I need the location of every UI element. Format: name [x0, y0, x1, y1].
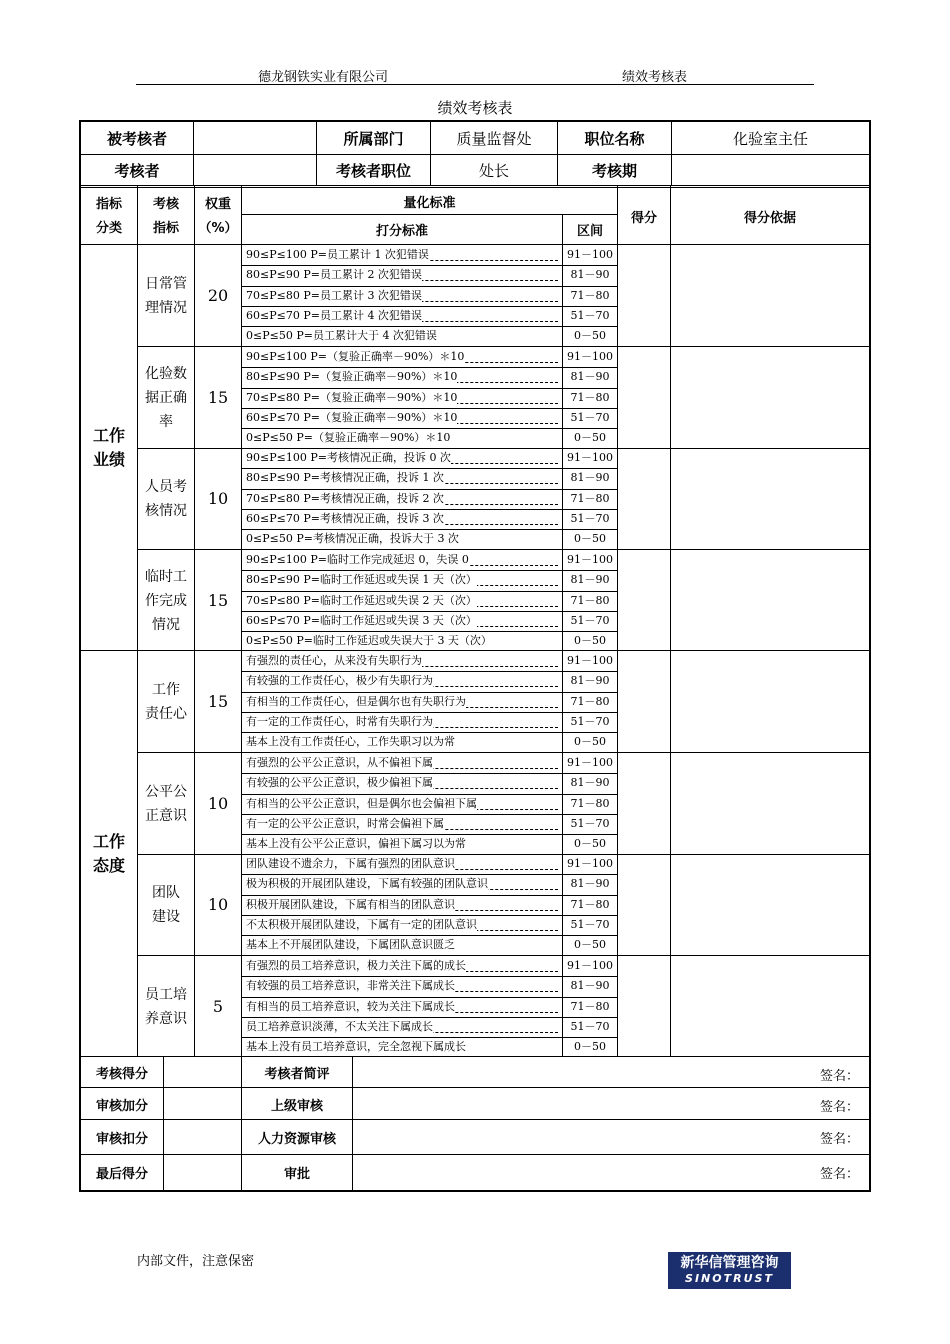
col-scoring-header: 打分标准 — [375, 224, 428, 239]
indicator-name-line: 建设 — [152, 908, 180, 925]
range-value: 0－50 — [574, 837, 606, 851]
range-value: 91－100 — [567, 350, 613, 363]
criterion-divider — [241, 895, 617, 896]
criterion-text-value: 极为积极的开展团队建设，下属有较强的团队意识 — [246, 877, 488, 891]
indicator-name-line: 养意识 — [145, 1010, 187, 1027]
criterion-text — [246, 976, 558, 996]
examiner-field[interactable] — [194, 155, 316, 185]
bottom-left-label: 审核扣分 — [95, 1132, 148, 1147]
bottom-comment-cell[interactable] — [353, 1088, 869, 1120]
indicator-name-line: 人员考 — [145, 478, 187, 495]
logo-cn-text: 新华信管理咨询 — [680, 1255, 779, 1271]
header-doc-title: 绩效考核表 — [622, 70, 688, 85]
range-value: 0－50 — [574, 431, 606, 445]
criterion-divider — [241, 570, 617, 571]
col-score-header: 得分 — [630, 210, 657, 226]
examiner-position-field[interactable]: 处长 — [478, 161, 509, 180]
criterion-text-value: 有强烈的员工培养意识，极力关注下属的成长 — [246, 959, 466, 972]
bottom-mid-label: 考核者简评 — [264, 1067, 330, 1082]
criterion-text-value: 90≤P≤100 P=（复验正确率－90%）＊10 — [246, 350, 465, 363]
criterion-divider — [241, 997, 617, 998]
range-value: 91－100 — [567, 553, 613, 566]
indicator-name — [138, 651, 194, 752]
range-value: 91－100 — [567, 959, 613, 972]
bottom-value-cell[interactable] — [164, 1120, 241, 1155]
criterion-text-value: 80≤P≤90 P=考核情况正确，投诉 1 次 — [246, 471, 444, 485]
examiner-label: 考核者 — [114, 161, 160, 180]
criterion-divider — [241, 265, 617, 266]
range-value: 0－50 — [574, 938, 606, 952]
criterion-divider — [241, 671, 617, 672]
score-cell[interactable] — [618, 347, 670, 448]
criterion-text-value: 60≤P≤70 P=（复验正确率－90%）＊10 — [246, 410, 458, 424]
criterion-text-value: 积极开展团队建设，下属有相当的团队意识 — [246, 897, 455, 911]
range-value: 0－50 — [574, 1040, 606, 1054]
criterion-text — [246, 408, 558, 428]
criterion-text — [246, 529, 558, 549]
range-value: 91－100 — [567, 857, 613, 870]
criterion-text-value: 90≤P≤100 P=临时工作完成延迟 0，失误 0 — [246, 553, 469, 566]
category-performance-line2: 业绩 — [92, 449, 125, 469]
criterion-text-value: 60≤P≤70 P=临时工作延迟或失误 3 天（次） — [246, 613, 477, 627]
criterion-text-value: 有强烈的责任心，从来没有失职行为 — [246, 654, 422, 667]
indicator-name — [138, 753, 194, 854]
col-indicator-header — [138, 190, 194, 244]
score-cell[interactable] — [618, 956, 670, 1057]
col-category-line1: 指标 — [95, 197, 122, 212]
criterion-text-value: 团队建设不遗余力，下属有强烈的团队意识 — [246, 857, 455, 870]
range-value: 51－70 — [570, 714, 610, 728]
col-indicator-line1: 考核 — [152, 197, 179, 212]
criterion-text-value: 80≤P≤90 P=员工累计 2 次犯错误 — [246, 268, 422, 282]
page-header — [136, 62, 814, 85]
criterion-divider — [241, 834, 617, 835]
criterion-text-value: 60≤P≤70 P=考核情况正确，投诉 3 次 — [246, 511, 444, 525]
range-value: 91－100 — [567, 756, 613, 769]
range-separator — [562, 651, 563, 752]
range-value: 71－80 — [570, 694, 610, 708]
criterion-text — [246, 550, 558, 570]
category-performance-line1: 工作 — [92, 425, 125, 445]
indicator-name-line: 公平公 — [145, 783, 187, 800]
form-title: 绩效考核表 — [437, 99, 513, 117]
range-value: 81－90 — [570, 268, 610, 282]
range-value: 81－90 — [570, 776, 610, 790]
range-value: 81－90 — [570, 471, 610, 485]
range-value: 91－100 — [567, 248, 613, 261]
criterion-text — [246, 245, 558, 265]
indicator-weight: 10 — [207, 489, 229, 508]
criterion-text — [246, 956, 558, 976]
criterion-text — [246, 265, 558, 285]
score-cell[interactable] — [618, 753, 670, 854]
criterion-text-value: 基本上不开展团队建设，下属团队意识匮乏 — [246, 938, 455, 952]
criterion-divider — [241, 509, 617, 510]
criterion-divider — [241, 611, 617, 612]
criterion-divider — [241, 814, 617, 815]
range-value: 0－50 — [574, 634, 606, 648]
criterion-text-value: 基本上没有工作责任心，工作失职习以为常 — [246, 735, 455, 749]
criterion-divider — [241, 367, 617, 368]
position-field[interactable]: 化验室主任 — [732, 129, 808, 148]
criterion-text-value: 有强烈的公平公正意识，从不偏袒下属 — [246, 756, 433, 769]
range-value: 0－50 — [574, 329, 606, 343]
basis-cell[interactable] — [671, 448, 869, 549]
logo-en-text: SINOTRUST — [685, 1272, 774, 1285]
indicator-name — [138, 448, 194, 549]
criterion-text — [246, 286, 558, 306]
criterion-text — [246, 1037, 558, 1057]
range-value: 81－90 — [570, 370, 610, 384]
dept-label: 所属部门 — [343, 129, 404, 148]
indicator-name-line: 日常管 — [145, 275, 187, 292]
indicator-name-line: 化验数 — [145, 365, 187, 382]
bottom-mid-label: 人力资源审核 — [257, 1132, 336, 1147]
criterion-text-value: 60≤P≤70 P=员工累计 4 次犯错误 — [246, 308, 422, 322]
criterion-divider — [241, 712, 617, 713]
bottom-divider — [81, 1119, 869, 1120]
col-weight-header — [195, 190, 241, 244]
criterion-text — [246, 732, 558, 752]
indicator-name-line: 正意识 — [145, 807, 187, 824]
criterion-text-value: 有较强的员工培养意识，非常关注下属成长 — [246, 979, 455, 993]
indicator-weight: 15 — [207, 591, 229, 610]
confidential-footer: 内部文件，注意保密 — [137, 1254, 255, 1269]
col-weight-line2: （%） — [198, 221, 238, 236]
score-cell[interactable] — [618, 448, 670, 549]
basis-cell[interactable] — [671, 956, 869, 1057]
range-value: 51－70 — [570, 917, 610, 931]
range-value: 71－80 — [570, 999, 610, 1013]
indicator-name-line: 作完成 — [145, 592, 187, 609]
criterion-text-value: 70≤P≤80 P=（复验正确率－90%）＊10 — [246, 390, 458, 404]
criterion-divider — [241, 631, 617, 632]
criterion-text-value: 基本上没有员工培养意识，完全忽视下属成长 — [246, 1040, 466, 1054]
criterion-divider — [241, 794, 617, 795]
signature-label: 签名： — [819, 1069, 859, 1084]
category-performance — [81, 245, 137, 650]
criterion-text — [246, 874, 558, 894]
basis-cell[interactable] — [671, 651, 869, 752]
indicator-name-line: 责任心 — [145, 705, 187, 722]
range-value: 81－90 — [570, 573, 610, 587]
signature-label: 签名： — [819, 1100, 859, 1115]
criterion-divider — [241, 935, 617, 936]
period-label: 考核期 — [591, 161, 637, 180]
bottom-divider — [81, 1087, 869, 1088]
criterion-text — [246, 631, 558, 651]
criterion-text-value: 70≤P≤80 P=员工累计 3 次犯错误 — [246, 288, 422, 302]
bottom-comment-cell[interactable] — [353, 1120, 869, 1155]
examinee-label: 被考核者 — [106, 129, 167, 148]
criterion-text — [246, 591, 558, 611]
range-value: 51－70 — [570, 511, 610, 525]
criterion-text — [246, 388, 558, 408]
criterion-text-value: 0≤P≤50 P=考核情况正确，投诉大于 3 次 — [246, 532, 459, 546]
criterion-text — [246, 753, 558, 773]
criterion-text-value: 有相当的工作责任心，但是偶尔也有失职行为 — [246, 694, 466, 708]
criterion-divider — [241, 1037, 617, 1038]
basis-cell[interactable] — [671, 854, 869, 955]
criterion-divider — [241, 1017, 617, 1018]
indicator-name — [138, 956, 194, 1057]
criterion-text — [246, 997, 558, 1017]
basis-cell[interactable] — [671, 550, 869, 651]
bottom-left-label: 审核加分 — [95, 1098, 148, 1114]
criterion-text — [246, 448, 558, 468]
indicator-weight: 5 — [212, 997, 224, 1016]
score-cell[interactable] — [618, 245, 670, 346]
bottom-comment-cell[interactable] — [353, 1057, 869, 1088]
header-company: 德龙钢铁实业有限公司 — [258, 70, 389, 85]
range-value: 81－90 — [570, 674, 610, 688]
indicator-name-line: 理情况 — [145, 299, 187, 316]
criterion-text-value: 0≤P≤50 P=（复验正确率－90%）＊10 — [246, 431, 451, 445]
range-value: 71－80 — [570, 491, 610, 505]
range-value: 51－70 — [570, 1019, 610, 1033]
criterion-text — [246, 570, 558, 590]
criterion-text-value: 有相当的员工培养意识，较为关注下属成长 — [246, 999, 455, 1013]
criterion-text — [246, 692, 558, 712]
bottom-value-cell[interactable] — [164, 1088, 241, 1120]
indicator-name — [138, 854, 194, 955]
criterion-divider — [241, 428, 617, 429]
criterion-divider — [241, 306, 617, 307]
criterion-text — [246, 509, 558, 529]
criterion-text-value: 90≤P≤100 P=考核情况正确，投诉 0 次 — [246, 451, 451, 464]
score-cell[interactable] — [618, 550, 670, 651]
criterion-divider — [241, 874, 617, 875]
signature-label: 签名： — [819, 1167, 859, 1182]
range-value: 51－70 — [570, 410, 610, 424]
bottom-divider — [81, 1154, 869, 1155]
criterion-text — [246, 814, 558, 834]
criterion-text — [246, 651, 558, 671]
criterion-text-value: 基本上没有公平公正意识，偏袒下属习以为常 — [246, 837, 466, 851]
criterion-text — [246, 712, 558, 732]
basis-cell[interactable] — [671, 347, 869, 448]
range-separator — [562, 753, 563, 854]
criterion-text-value: 0≤P≤50 P=员工累计大于 4 次犯错误 — [246, 329, 437, 343]
indicator-name — [138, 550, 194, 651]
range-separator — [562, 854, 563, 955]
indicator-name-line: 团队 — [152, 884, 180, 901]
criterion-text — [246, 489, 558, 509]
criterion-divider — [241, 529, 617, 530]
criterion-text-value: 80≤P≤90 P=（复验正确率－90%）＊10 — [246, 370, 458, 384]
criterion-text-value: 有相当的公平公正意识，但是偶尔也会偏袒下属 — [246, 796, 477, 810]
criterion-text — [246, 367, 558, 387]
col-category-line2: 分类 — [95, 221, 122, 236]
criterion-divider — [241, 326, 617, 327]
range-value: 71－80 — [570, 390, 610, 404]
range-value: 91－100 — [567, 451, 613, 464]
criterion-text — [246, 1017, 558, 1037]
criterion-text — [246, 428, 558, 448]
range-separator — [562, 956, 563, 1057]
basis-cell[interactable] — [671, 245, 869, 346]
criterion-text — [246, 834, 558, 854]
criterion-divider — [241, 591, 617, 592]
indicator-name-line: 工作 — [152, 681, 180, 698]
dept-field[interactable]: 质量监督处 — [456, 129, 532, 148]
range-separator — [562, 245, 563, 346]
criterion-text-value: 不太积极开展团队建设，下属有一定的团队意识 — [246, 917, 477, 931]
criterion-text — [246, 773, 558, 793]
sinotrust-logo — [668, 1252, 791, 1289]
range-value: 71－80 — [570, 796, 610, 810]
col-weight-line1: 权重 — [204, 197, 231, 212]
indicator-name-line: 据正确 — [145, 389, 187, 406]
criterion-divider — [241, 468, 617, 469]
indicator-name-line: 核情况 — [145, 502, 187, 519]
criterion-divider — [241, 732, 617, 733]
criterion-text-value: 80≤P≤90 P=临时工作延迟或失误 1 天（次） — [246, 573, 477, 587]
indicator-name-line: 员工培 — [145, 986, 187, 1003]
col-category-header — [81, 190, 137, 244]
range-separator — [562, 347, 563, 448]
range-value: 71－80 — [570, 897, 610, 911]
examiner-position-label: 考核者职位 — [335, 161, 411, 180]
col-basis-header: 得分依据 — [743, 210, 796, 226]
basis-cell[interactable] — [671, 753, 869, 854]
criterion-text — [246, 306, 558, 326]
range-value: 51－70 — [570, 613, 610, 627]
indicator-name-line: 情况 — [152, 616, 180, 633]
indicator-weight: 10 — [207, 895, 229, 914]
criterion-text — [246, 468, 558, 488]
criterion-text-value: 有一定的工作责任心，时常有失职行为 — [246, 714, 433, 728]
category-attitude — [81, 651, 137, 1056]
criterion-text — [246, 671, 558, 691]
score-cell[interactable] — [618, 651, 670, 752]
range-value: 81－90 — [570, 979, 610, 993]
indicator-name-line: 临时工 — [145, 568, 187, 585]
bottom-mid-label: 上级审核 — [270, 1098, 323, 1114]
range-separator — [562, 448, 563, 549]
position-label: 职位名称 — [584, 129, 645, 148]
range-value: 0－50 — [574, 532, 606, 546]
col-indicator-line2: 指标 — [152, 221, 179, 236]
indicator-name — [138, 245, 194, 346]
period-field[interactable] — [672, 155, 869, 185]
criterion-text — [246, 915, 558, 935]
criterion-text-value: 有较强的工作责任心，极少有失职行为 — [246, 674, 433, 688]
criterion-text-value: 有较强的公平公正意识，极少偏袒下属 — [246, 776, 433, 790]
bottom-mid-label: 审批 — [283, 1167, 310, 1182]
bottom-left-label: 考核得分 — [95, 1067, 148, 1082]
signature-label: 签名： — [819, 1132, 859, 1147]
criterion-divider — [241, 388, 617, 389]
range-value: 81－90 — [570, 877, 610, 891]
category-attitude-line1: 工作 — [92, 831, 125, 851]
range-value: 71－80 — [570, 288, 610, 302]
bottom-value-cell[interactable] — [164, 1057, 241, 1088]
col-range-header: 区间 — [576, 224, 603, 239]
criterion-text-value: 90≤P≤100 P=员工累计 1 次犯错误 — [246, 248, 429, 261]
score-cell[interactable] — [618, 854, 670, 955]
criterion-text — [246, 611, 558, 631]
bottom-left-label: 最后得分 — [95, 1167, 148, 1182]
examinee-field[interactable] — [194, 122, 316, 154]
criterion-text-value: 员工培养意识淡薄，不太关注下属成长 — [246, 1019, 433, 1033]
indicator-weight: 20 — [207, 286, 229, 305]
indicator-name — [138, 347, 194, 448]
criterion-text — [246, 347, 558, 367]
criterion-divider — [241, 286, 617, 287]
criterion-text-value: 有一定的公平公正意识，时常会偏袒下属 — [246, 816, 444, 830]
indicator-weight: 15 — [207, 692, 229, 711]
criterion-text — [246, 794, 558, 814]
criterion-text — [246, 326, 558, 346]
criterion-divider — [241, 692, 617, 693]
range-value: 91－100 — [567, 654, 613, 667]
criterion-text — [246, 895, 558, 915]
criterion-divider — [241, 408, 617, 409]
indicator-name-line: 率 — [159, 413, 173, 430]
criterion-text — [246, 935, 558, 955]
criterion-divider — [241, 915, 617, 916]
bottom-value-cell[interactable] — [164, 1155, 241, 1190]
criterion-divider — [241, 489, 617, 490]
indicator-weight: 15 — [207, 388, 229, 407]
indicator-weight: 10 — [207, 794, 229, 813]
col-quant-header: 量化标准 — [403, 195, 456, 211]
range-value: 51－70 — [570, 816, 610, 830]
appraisal-table — [79, 120, 871, 1192]
criterion-text-value: 70≤P≤80 P=考核情况正确，投诉 2 次 — [246, 491, 444, 505]
criterion-divider — [241, 773, 617, 774]
range-value: 0－50 — [574, 735, 606, 749]
criterion-text — [246, 854, 558, 874]
criterion-text-value: 0≤P≤50 P=临时工作延迟或失误大于 3 天（次） — [246, 634, 492, 648]
bottom-comment-cell[interactable] — [353, 1155, 869, 1190]
criterion-divider — [241, 976, 617, 977]
range-separator — [562, 550, 563, 651]
category-attitude-line2: 态度 — [92, 855, 125, 875]
range-value: 71－80 — [570, 593, 610, 607]
range-value: 51－70 — [570, 308, 610, 322]
criterion-text-value: 70≤P≤80 P=临时工作延迟或失误 2 天（次） — [246, 593, 477, 607]
